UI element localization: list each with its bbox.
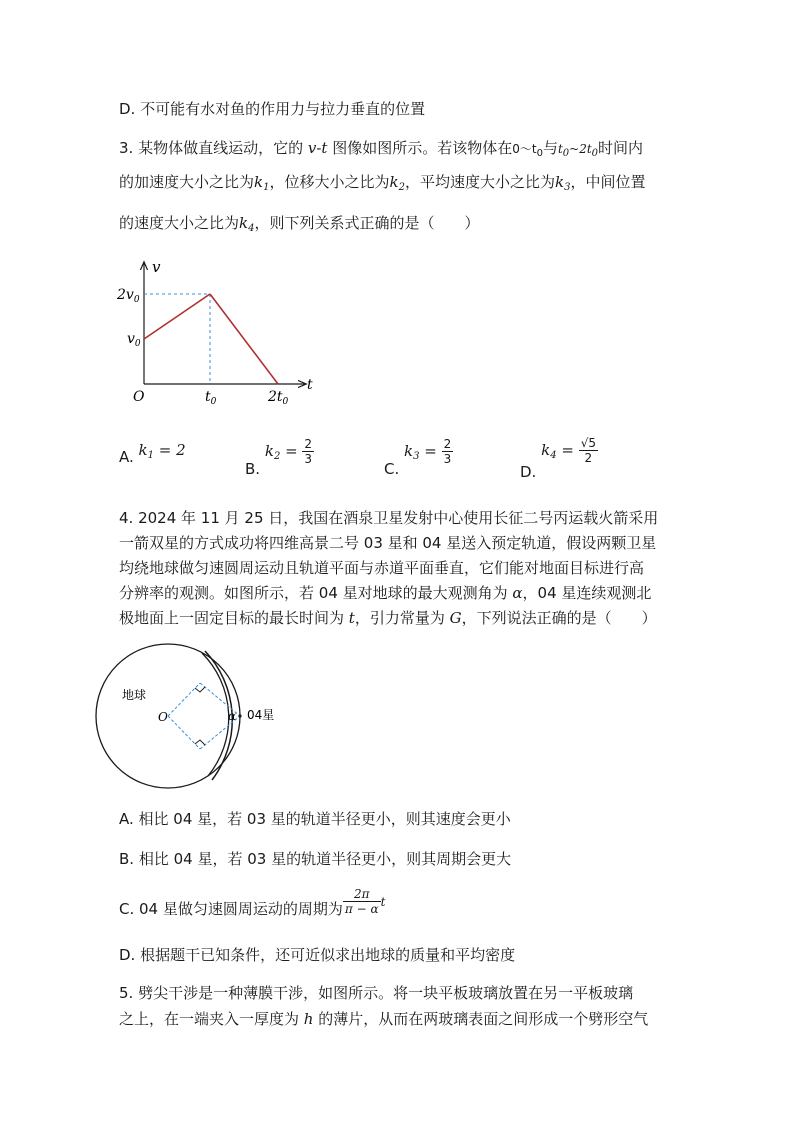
q4-option-b: B. 相比 04 星，若 03 星的轨道半径更小，则其周期会更大 [119,850,512,868]
q4-option-c-text: C. 04 星做匀速圆周运动的周期为 [119,900,343,918]
q5-line2-a: 之上，在一端夹入一厚度为 [119,1010,304,1028]
q4-option-d: D. 根据题干已知条件，还可近似求出地球的质量和平均密度 [119,946,516,964]
q4-earth-label: 地球 [122,688,147,702]
q4-option-c [119,887,386,924]
q4-satellite-label: 04星 [247,708,275,722]
q4-G: G [449,609,462,627]
q3-option-a: A. $k_1 = 2$ [119,441,186,466]
q5-stem-line1: 5. 劈尖干涉是一种薄膜干涉，如图所示。将一块平板玻璃放置在另一平板玻璃 [119,984,634,1002]
q4-stem-line2: 一箭双星的方式成功将四维高景二号 03 星和 04 星送入预定轨道，假设两颗卫星 [119,534,657,552]
q2-option-d: D. 不可能有水对鱼的作用力与拉力垂直的位置 [119,100,426,118]
q3-vt-label: v-t [307,139,328,157]
q4-option-c-t: t [380,895,386,909]
q4-satellite-dot [238,714,241,717]
q3-y-tick-2v0: $2v_0$ [117,287,140,305]
q4-line4-a: 分辨率的观测。如图所示，若 04 星对地球的最大观测角为 [119,584,513,602]
q4-center-label: O [158,710,168,724]
q4-t: t [348,609,355,627]
q5-h: h [303,1010,314,1028]
q4-alpha: α [512,584,523,602]
q3-k1: $k_1$ [254,173,270,193]
q3-k4: $k_4$ [239,214,255,234]
q3-line1-mid: 图像如图所示。若该物体在 [327,139,513,157]
q3-y-tick-v0: $v_0$ [127,331,141,349]
q4-right-angle-upper [195,687,205,692]
q3-line2-b: ，位移大小之比为 [269,173,390,191]
q3-line1-end: 时间内 [598,139,644,157]
q3-option-d: D. $k_4$ = $\frac{√5}{2}$ [520,436,596,481]
q5-stem-line2 [119,1008,648,1030]
q4-stem-line3: 均绕地球做匀速圆周运动且轨道平面与赤道平面垂直，它们能对地面目标进行高 [119,559,645,577]
q3-k2: $k_2$ [389,173,405,193]
q3-line1-prefix: 3. 某物体做直线运动，它的 [119,139,308,157]
q3-line1-yu: 与 [542,139,558,157]
q4-right-angle-lower [195,740,205,745]
q4-option-c-fraction: $\frac{2\pi}{\pi - \alpha}$ [344,887,379,916]
q3-x-tick-t0: $t_0$ [205,389,217,407]
q4-line5-a: 极地面上一固定目标的最长时间为 [119,609,349,627]
q3-axis-t-label: t [307,377,313,393]
q3-line2-d: ，中间位置 [570,173,646,191]
q4-option-a: A. 相比 04 星，若 03 星的轨道半径更小，则其速度会更小 [119,810,511,828]
q3-line2-c: ，平均速度大小之比为 [404,173,555,191]
q3-interval1: $0\sim t_0$ [512,142,543,159]
q3-line3-a: 的速度大小之比为 [119,214,240,232]
q4-line4-b: ，04 星连续观测北 [522,584,652,602]
q3-k3: $k_3$ [554,173,571,193]
q4-line5-c: ，下列说法正确的是（ ） [461,609,657,627]
q4-stem-line1: 4. 2024 年 11 月 25 日，我国在酒泉卫星发射中心使用长征二号丙运载火箭采用 [119,509,659,527]
q4-line5-b: ，引力常量为 [354,609,450,627]
q3-option-c: C. $k_3$ = $\frac{2}{3}$ [384,437,452,478]
q3-interval2: $t_0\sim 2t_0$ [557,142,599,159]
q4-angle-label: α [228,709,237,723]
q3-option-b: B. $k_2$ = $\frac{2}{3}$ [245,437,313,478]
q3-x-tick-2t0: $2t_0$ [268,389,289,407]
q3-line2-a: 的加速度大小之比为 [119,173,255,191]
q3-origin-label: O [133,389,145,405]
q3-line3-b: ，则下列关系式正确的是（ ） [254,214,480,232]
q5-line2-b: 的薄片，从而在两玻璃表面之间形成一个劈形空气 [313,1010,649,1028]
q3-axis-v-label: v [152,258,161,276]
